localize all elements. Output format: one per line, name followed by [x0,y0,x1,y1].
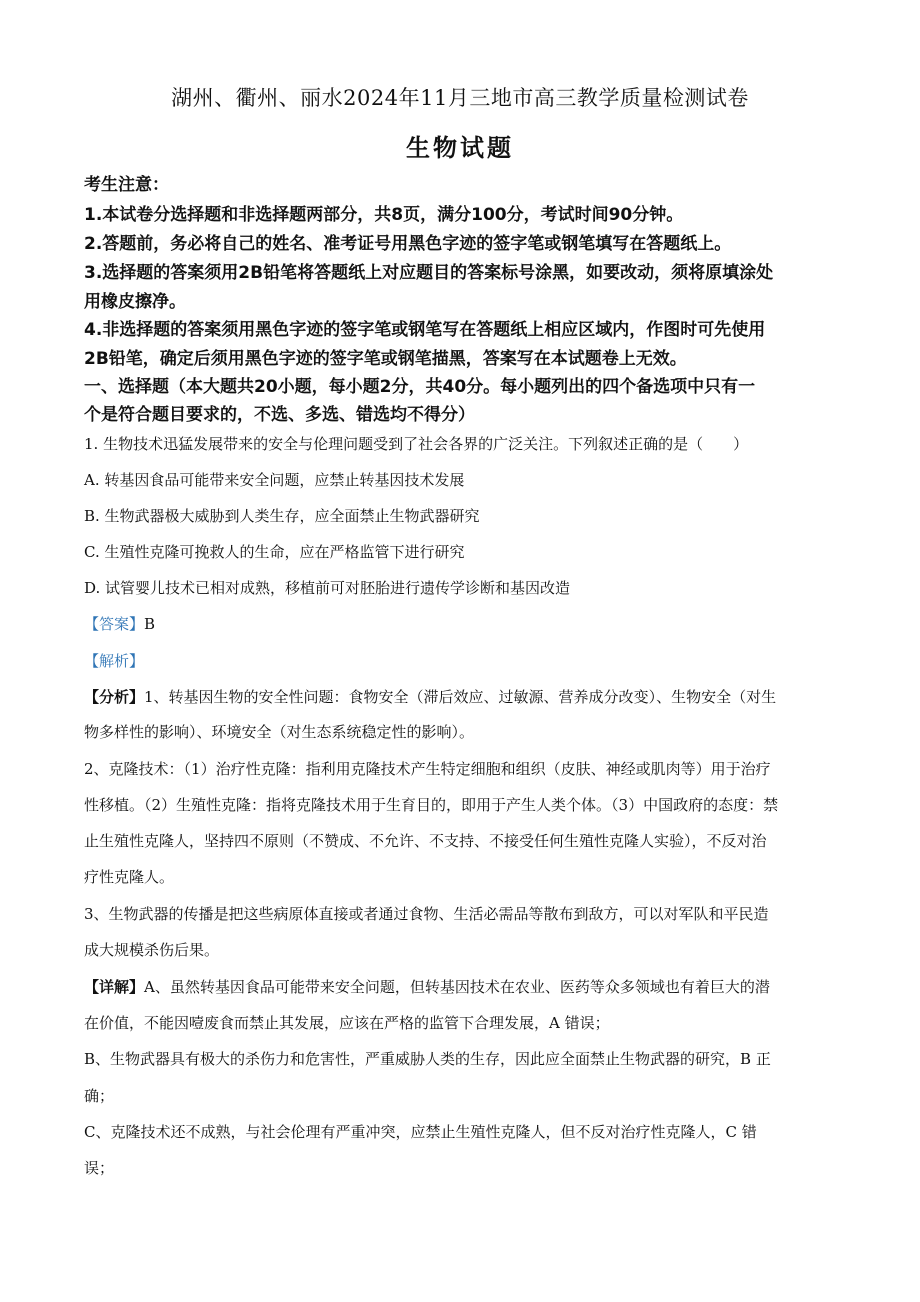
analysis-label: 【解析】 [84,652,145,670]
fenxi-line-1 [84,686,776,707]
answer-value: B [144,615,156,633]
fenxi-line-7: 3、生物武器的传播是把这些病原体直接或者通过食物、生活必需品等散布到敌方，可以对军队和平民造 [84,905,769,923]
fenxi-text: 1、转基因生物的安全性问题：食物安全（滞后效应、过敏源、营养成分改变）、生物安全（对生 [144,688,777,706]
answer-label: 【答案】 [84,615,145,633]
notice-item-4: 4.非选择题的答案须用黑色字迹的签字笔或钢笔写在答题纸上相应区域内，作图时可先使用 [84,320,766,340]
fenxi-line-4: 性移植。（2）生殖性克隆：指将克隆技术用于生育目的，即用于产生人类个体。（3）中国政府的态度：禁 [84,796,779,814]
xiangjie-line-3: B、生物武器具有极大的杀伤力和危害性，严重威胁人类的生存，因此应全面禁止生物武器的研究，B 正 [84,1050,771,1068]
option-a: A. 转基因食品可能带来安全问题，应禁止转基因技术发展 [84,471,465,489]
xiangjie-line-6: 误； [84,1159,115,1177]
question-stem: 1. 生物技术迅猛发展带来的安全与伦理问题受到了社会各界的广泛关注。下列叙述正确的是（ ） [84,435,749,453]
fenxi-line-2: 物多样性的影响）、环境安全（对生态系统稳定性的影响）。 [84,723,475,741]
fenxi-line-3: 2、克隆技术：（1）治疗性克隆：指利用克隆技术产生特定细胞和组织（皮肤、神经或肌肉等）用于治疗 [84,760,771,778]
subject-title: 生物试题 [406,134,514,162]
notice-item-4-cont: 2B铅笔，确定后须用黑色字迹的签字笔或钢笔描黑，答案写在本试题卷上无效。 [84,349,687,369]
notice-heading: 考生注意： [84,175,169,195]
notice-item-1: 1.本试卷分选择题和非选择题两部分，共8页，满分100分，考试时间90分钟。 [84,205,684,225]
exam-title: 湖州、衢州、丽水2024年11月三地市高三教学质量检测试卷 [171,86,749,110]
option-c: C. 生殖性克隆可挽救人的生命，应在严格监管下进行研究 [84,543,465,561]
notice-item-2: 2.答题前，务必将自己的姓名、准考证号用黑色字迹的签字笔或钢笔填写在答题纸上。 [84,234,732,254]
xiangjie-line-5: C、克隆技术还不成熟，与社会伦理有严重冲突，应禁止生殖性克隆人，但不反对治疗性克隆人，C 错 [84,1123,757,1141]
fenxi-line-6: 疗性克隆人。 [84,868,175,886]
section-heading-line-2: 个是符合题目要求的，不选、多选、错选均不得分） [84,405,475,425]
notice-item-3: 3.选择题的答案须用2B铅笔将答题纸上对应题目的答案标号涂黑，如要改动，须将原填涂处 [84,263,774,283]
xiangjie-line-1 [84,976,770,997]
answer-row [84,613,155,634]
xiangjie-label: 【详解】 [84,978,145,996]
notice-item-3-cont: 用橡皮擦净。 [84,292,186,312]
fenxi-line-8: 成大规模杀伤后果。 [84,941,220,959]
xiangjie-line-2: 在价值，不能因噎废食而禁止其发展，应该在严格的监管下合理发展，A 错误； [84,1014,610,1032]
section-heading-line-1: 一、选择题（本大题共20小题，每小题2分，共40分。每小题列出的四个备选项中只有一 [84,377,756,397]
xiangjie-line-4: 确； [84,1087,115,1105]
fenxi-line-5: 止生殖性克隆人，坚持四不原则（不赞成、不允许、不支持、不接受任何生殖性克隆人实验），不反对治 [84,832,767,850]
option-b: B. 生物武器极大威胁到人类生存，应全面禁止生物武器研究 [84,507,480,525]
xiangjie-text: A、虽然转基因食品可能带来安全问题，但转基因技术在农业、医药等众多领域也有着巨大的潜 [144,978,770,996]
fenxi-label: 【分析】 [84,688,145,706]
option-d: D. 试管婴儿技术已相对成熟，移植前可对胚胎进行遗传学诊断和基因改造 [84,579,571,597]
